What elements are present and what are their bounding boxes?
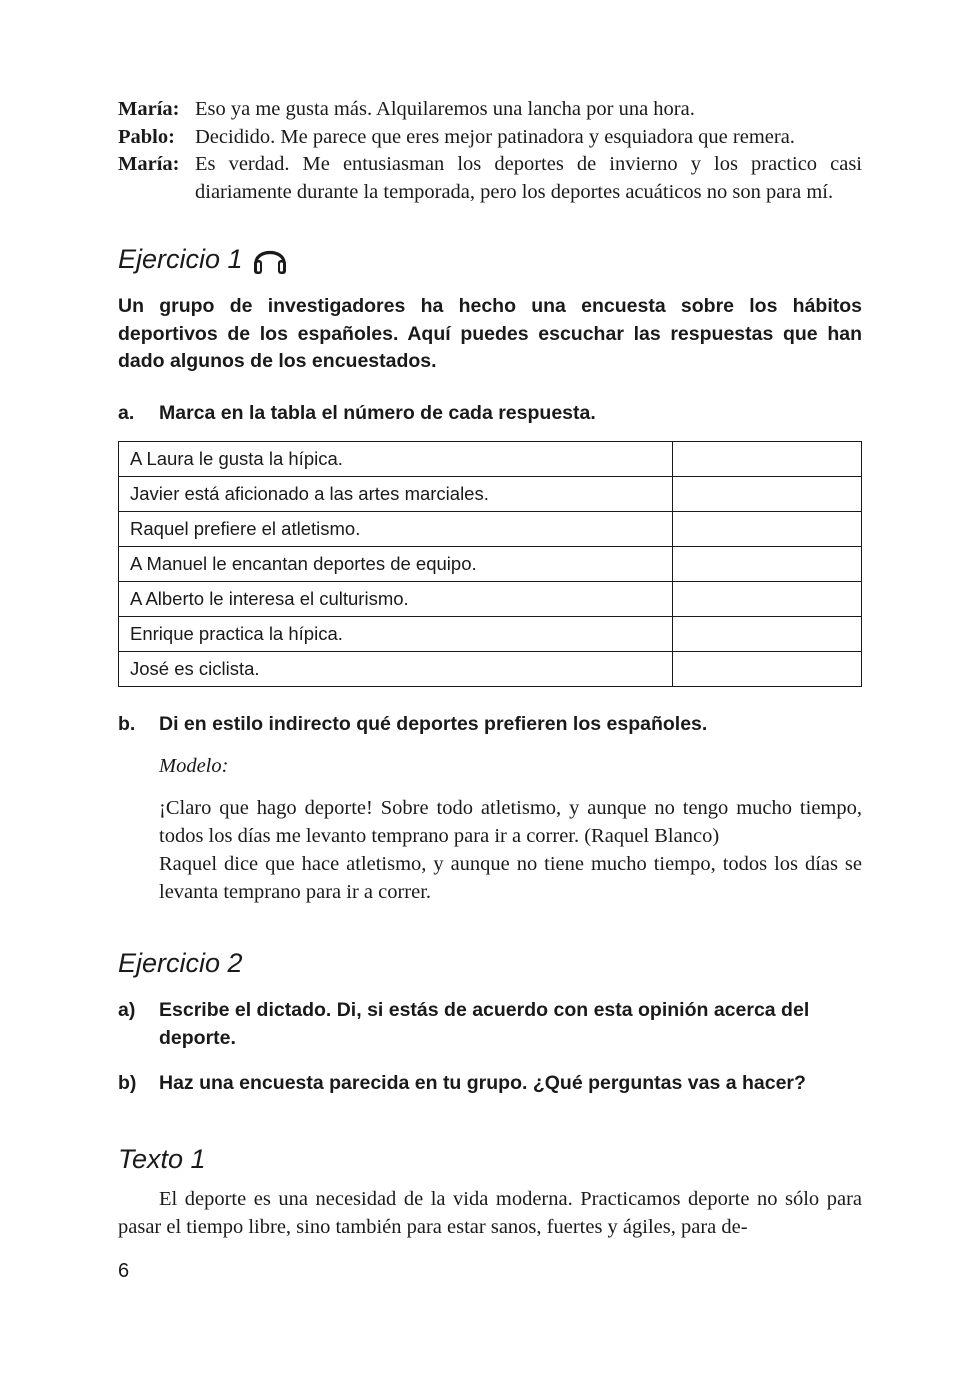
statement-cell: A Alberto le interesa el culturismo. [119, 582, 673, 617]
task-label: a) [118, 999, 136, 1021]
task-label: b. [118, 713, 136, 735]
table-row [119, 582, 862, 617]
table-row [119, 617, 862, 652]
response-table [118, 441, 862, 687]
dialogue-text: Eso ya me gusta más. Alquilaremos una lancha por una hora. [195, 98, 695, 120]
speaker-name: Pablo: [118, 125, 175, 148]
statement-cell: José es ciclista. [119, 652, 673, 687]
task-text: Haz una encuesta parecida en tu grupo. ¿Qué perguntas vas a hacer? [159, 1072, 806, 1094]
table-row [119, 652, 862, 687]
task-text: Di en estilo indirecto qué deportes prefieren los españoles. [159, 713, 708, 735]
ejercicio-1-heading [118, 241, 862, 277]
answer-cell[interactable] [673, 477, 862, 512]
headphones-icon [251, 241, 289, 277]
table-row [119, 442, 862, 477]
ejercicio-2-title: Ejercicio 2 [118, 948, 243, 978]
ejercicio-2-heading [118, 948, 862, 979]
dialogue-line [118, 151, 862, 206]
speaker-name: María: [118, 98, 180, 120]
ejercicio-1-title: Ejercicio 1 [118, 243, 243, 274]
task-label: a. [118, 401, 135, 424]
table-row [119, 512, 862, 547]
task-a2 [118, 997, 862, 1052]
table-row [119, 477, 862, 512]
task-label: b) [118, 1072, 137, 1094]
dialogue-text: Es verdad. Me entusiasman los deportes de invierno y los practico casi diariamente durante la temporada, pero los deportes acuáticos no son para mí. [195, 153, 862, 203]
model-example [159, 794, 862, 906]
ejercicio-1-instructions: Un grupo de investigadores ha hecho una encuesta sobre los hábitos deportivos de los españoles. Aquí puedes escuchar las respuestas que han dado algunos de los encuestados. [118, 295, 862, 372]
dialogue-line [118, 124, 862, 152]
task-text: Escribe el dictado. Di, si estás de acuerdo con esta opinión acerca del deporte. [159, 999, 810, 1049]
page-number: 6 [118, 1260, 130, 1282]
dialogue-line [118, 96, 862, 124]
answer-cell[interactable] [673, 512, 862, 547]
answer-cell[interactable] [673, 617, 862, 652]
texto-1-heading [118, 1144, 862, 1175]
statement-cell: A Manuel le encantan deportes de equipo. [119, 547, 673, 582]
task-b2 [118, 1070, 862, 1098]
dialogue [118, 96, 862, 206]
statement-cell: Javier está aficionado a las artes marciales. [119, 477, 673, 512]
answer-cell[interactable] [673, 547, 862, 582]
task-a [118, 400, 862, 428]
page-content [118, 96, 862, 1241]
statement-cell: Enrique practica la hípica. [119, 617, 673, 652]
table-row [119, 547, 862, 582]
statement-cell: A Laura le gusta la hípica. [119, 442, 673, 477]
example-quote: ¡Claro que hago deporte! Sobre todo atletismo, y aunque no tengo mucho tiempo, todos los días me levanto temprano para ir a correr. (Raquel Blanco) [159, 797, 862, 847]
task-text: Marca en la tabla el número de cada respuesta. [159, 401, 596, 424]
answer-cell[interactable] [673, 582, 862, 617]
statement-cell: Raquel prefiere el atletismo. [119, 512, 673, 547]
answer-cell[interactable] [673, 442, 862, 477]
speaker-name: María: [118, 153, 180, 175]
modelo-label: Modelo: [159, 754, 229, 777]
example-reported: Raquel dice que hace atletismo, y aunque no tiene mucho tiempo, todos los días se levanta temprano para ir a correr. [159, 853, 862, 903]
texto-1-title: Texto 1 [118, 1143, 206, 1174]
answer-cell[interactable] [673, 652, 862, 687]
task-b [118, 711, 862, 739]
texto-1-paragraph: El deporte es una necesidad de la vida moderna. Practicamos deporte no sólo para pasar el tiempo libre, sino también para estar sanos, fuertes y ágiles, para de- [118, 1187, 862, 1238]
dialogue-text: Decidido. Me parece que eres mejor patinadora y esquiadora que remera. [195, 125, 795, 148]
